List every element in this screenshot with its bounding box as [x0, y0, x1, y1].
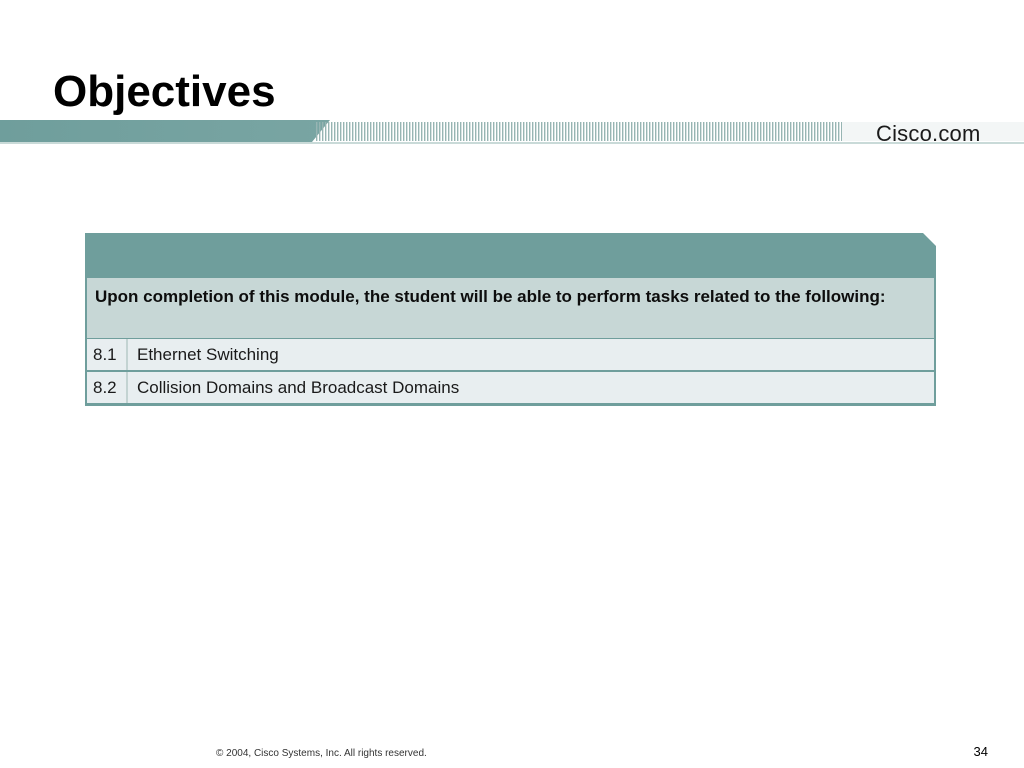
objective-number: 8.2 — [87, 372, 128, 403]
slide-title: Objectives — [53, 67, 276, 116]
table-row — [87, 339, 934, 370]
objective-text: Ethernet Switching — [137, 345, 279, 364]
header-bar-graphic — [0, 118, 1024, 144]
cisco-brand-logo: Cisco.com — [876, 121, 981, 146]
copyright-notice: © 2004, Cisco Systems, Inc. All rights reserved. — [216, 748, 427, 759]
page-number: 34 — [973, 744, 988, 759]
table-header-band — [85, 233, 936, 276]
objectives-table — [85, 233, 936, 406]
table-row — [87, 372, 934, 403]
table-intro-row: Upon completion of this module, the student will be able to perform tasks related to the following: — [87, 278, 934, 338]
table-body — [85, 276, 936, 406]
header-bar-solid — [0, 120, 330, 142]
header-bar — [0, 118, 1024, 144]
objective-number: 8.1 — [87, 339, 128, 370]
objective-text: Collision Domains and Broadcast Domains — [137, 378, 460, 397]
header-bar-underline — [0, 142, 1024, 144]
